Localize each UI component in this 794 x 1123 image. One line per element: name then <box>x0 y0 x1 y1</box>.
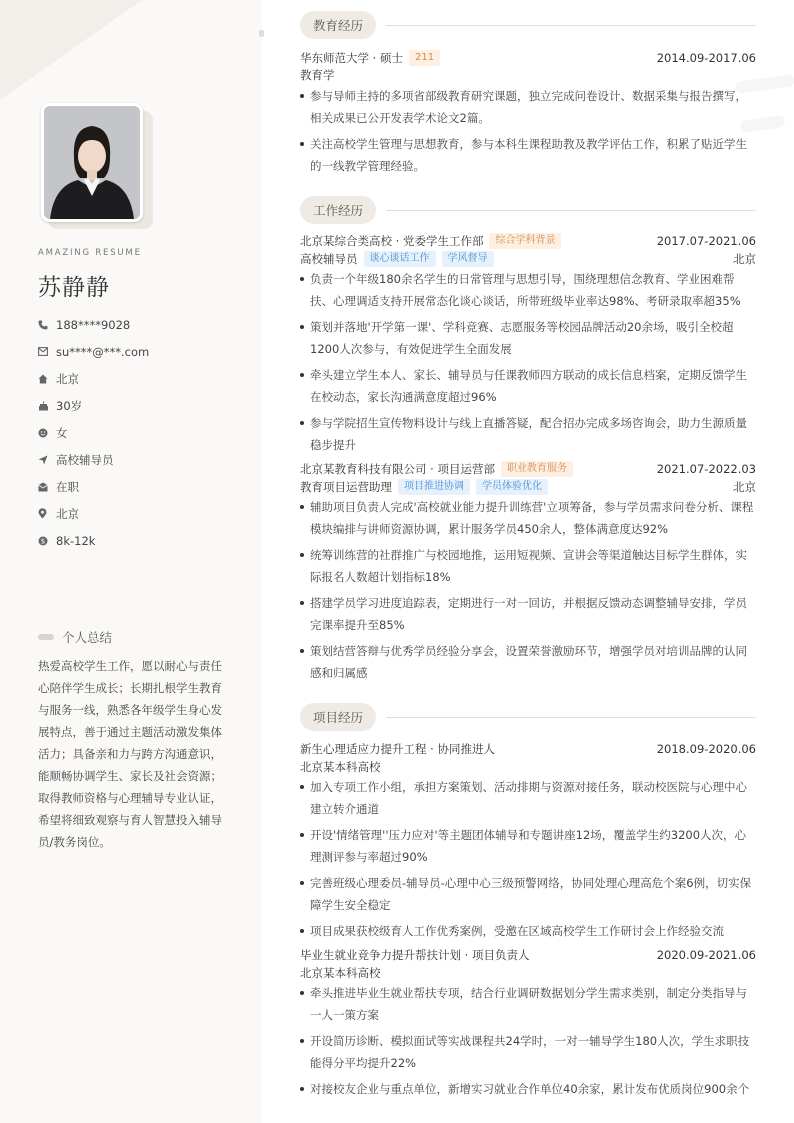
info-location <box>38 500 149 527</box>
status-text: 在职 <box>56 479 79 494</box>
info-home <box>38 365 149 392</box>
corner-decoration <box>0 0 142 100</box>
project-date: 2018.09-2020.06 <box>656 742 756 756</box>
contact-info-list <box>38 311 149 554</box>
work-city: 北京 <box>733 480 756 494</box>
projects-section-header <box>300 703 756 731</box>
project-item-header <box>300 946 756 964</box>
work-city: 北京 <box>733 252 756 266</box>
gender-text: 女 <box>56 425 68 440</box>
email-text: su****@***.com <box>56 344 150 359</box>
work-date: 2021.07-2022.03 <box>656 462 756 476</box>
project-org-row <box>300 964 756 982</box>
education-section-header <box>300 11 756 39</box>
list-item: 策划并落地'开学第一课'、学科竞赛、志愿服务等校园品牌活动20余场，吸引全校超1200人次参与，有效促进学生全面发展 <box>300 316 756 360</box>
summary-heading-marker <box>38 634 54 640</box>
list-item: 开设简历诊断、模拟面试等实战课程共24学时，一对一辅导学生180人次，学生求职技能得分平均提升22% <box>300 1030 756 1074</box>
info-job <box>38 446 149 473</box>
home-icon <box>38 374 56 384</box>
school-tag: 211 <box>409 50 440 66</box>
brand-label: AMAZING RESUME <box>38 248 142 258</box>
education-title: 教育经历 <box>300 11 376 39</box>
work-section-header <box>300 196 756 224</box>
work-org: 北京某综合类高校 · 党委学生工作部 <box>300 234 484 248</box>
role-tag: 学员体验优化 <box>476 479 548 495</box>
list-item: 辅助项目负责人完成'高校就业能力提升训练营'立项筹备，参与学员需求问卷分析、课程模块编排与讲师资源协调，累计服务学员450余人，整体满意度达92% <box>300 496 756 540</box>
list-item: 开设'情绪管理''压力应对'等主题团体辅导和专题讲座12场，覆盖学生约3200人次，心理测评参与率超过90% <box>300 824 756 868</box>
work-org: 北京某教育科技有限公司 · 项目运营部 <box>300 462 495 476</box>
info-age <box>38 392 149 419</box>
salary-icon <box>38 536 56 546</box>
school-name: 华东师范大学 · 硕士 <box>300 51 403 65</box>
status-icon <box>38 482 56 492</box>
work-item-header <box>300 460 756 478</box>
work-role: 高校辅导员 <box>300 252 358 266</box>
major: 教育学 <box>300 68 335 82</box>
info-status <box>38 473 149 500</box>
project-item-header <box>300 740 756 758</box>
education-item-header <box>300 49 756 67</box>
edge-decoration <box>259 30 264 37</box>
work-title: 工作经历 <box>300 196 376 224</box>
list-item: 关注高校学生管理与思想教育，参与本科生课程助教及教学评估工作，积累了贴近学生的一线教学管理经验。 <box>300 133 756 177</box>
info-email <box>38 338 149 365</box>
role-tag: 谈心谈话工作 <box>364 251 436 267</box>
list-item: 项目成果获校级育人工作优秀案例，受邀在区域高校学生工作研讨会上作经验交流 <box>300 920 756 942</box>
work-role-row <box>300 478 756 496</box>
work-date: 2017.07-2021.06 <box>656 234 756 248</box>
role-tag: 项目推进协调 <box>398 479 470 495</box>
work-role: 教育项目运营助理 <box>300 480 392 494</box>
list-item: 加入专项工作小组，承担方案策划、活动排期与资源对接任务，联动校医院与心理中心建立转介通道 <box>300 776 756 820</box>
section-divider <box>386 25 756 26</box>
job-text: 高校辅导员 <box>56 452 114 467</box>
org-tag: 职业教育服务 <box>501 461 573 477</box>
projects-title: 项目经历 <box>300 703 376 731</box>
phone-icon <box>38 320 56 330</box>
summary-heading <box>38 628 112 646</box>
list-item: 参与学院招生宣传物料设计与线上直播答疑，配合招办完成多场咨询会，助力生源质量稳步提升 <box>300 412 756 456</box>
info-gender <box>38 419 149 446</box>
project-org: 北京某本科高校 <box>300 966 381 980</box>
salary-text: 8k-12k <box>56 533 96 548</box>
list-item: 统筹训练营的社群推广与校园地推，运用短视频、宣讲会等渠道触达目标学生群体，实际报名人数超计划指标18% <box>300 544 756 588</box>
section-divider <box>386 210 756 211</box>
phone-text: 188****9028 <box>56 317 131 332</box>
send-icon <box>38 455 56 465</box>
summary-title: 个人总结 <box>62 630 113 645</box>
project-date: 2020.09-2021.06 <box>656 948 756 962</box>
home-text: 北京 <box>56 371 79 386</box>
education-major-row <box>300 66 756 84</box>
work-item-header <box>300 232 756 250</box>
cake-icon <box>38 401 56 411</box>
org-tag: 综合学科背景 <box>489 233 561 249</box>
section-divider <box>386 717 756 718</box>
svg-text:$: $ <box>40 537 46 546</box>
role-tag: 学风督导 <box>442 251 494 267</box>
project-org: 北京某本科高校 <box>300 760 381 774</box>
list-item: 牵头推进毕业生就业帮扶专项，结合行业调研数据划分学生需求类别，制定分类指导与一人一策方案 <box>300 982 756 1026</box>
avatar <box>41 103 143 222</box>
info-phone <box>38 311 149 338</box>
location-icon <box>38 508 56 519</box>
list-item: 搭建学员学习进度追踪表，定期进行一对一回访，并根据反馈动态调整辅导安排，学员完课率提升至85% <box>300 592 756 636</box>
list-item: 参与导师主持的多项省部级教育研究课题，独立完成问卷设计、数据采集与报告撰写，相关成果已公开发表学术论文2篇。 <box>300 85 756 129</box>
candidate-name: 苏静静 <box>38 275 110 301</box>
project-name: 新生心理适应力提升工程 · 协同推进人 <box>300 742 495 756</box>
gender-icon <box>38 428 56 438</box>
mail-icon <box>38 347 56 356</box>
list-item: 对接校友企业与重点单位，新增实习就业合作单位40余家，累计发布优质岗位900余个 <box>300 1078 756 1100</box>
project-org-row <box>300 758 756 776</box>
list-item: 牵头建立学生本人、家长、辅导员与任课教师四方联动的成长信息档案，定期反馈学生在校动态，家长沟通满意度超过96% <box>300 364 756 408</box>
location-text: 北京 <box>56 506 79 521</box>
list-item: 完善班级心理委员-辅导员-心理中心三级预警网络，协同处理心理高危个案6例，切实保障学生安全稳定 <box>300 872 756 916</box>
sidebar <box>0 0 262 1123</box>
info-salary <box>38 527 149 554</box>
list-item: 负责一个年级180余名学生的日常管理与思想引导，围绕理想信念教育、学业困难帮扶、心理调适支持开展常态化谈心谈话，所带班级毕业率达98%、考研录取率超35% <box>300 268 756 312</box>
project-name: 毕业生就业竞争力提升帮扶计划 · 项目负责人 <box>300 948 530 962</box>
education-date: 2014.09-2017.06 <box>656 51 756 65</box>
age-text: 30岁 <box>56 398 83 413</box>
list-item: 策划结营答辩与优秀学员经验分享会，设置荣誉激励环节，增强学员对培训品牌的认同感和归属感 <box>300 640 756 684</box>
summary-text: 热爱高校学生工作，愿以耐心与责任心陪伴学生成长；长期扎根学生教育与服务一线，熟悉各年级学生身心发展特点，善于通过主题活动激发集体活力；具备亲和力与跨方沟通意识，能顺畅协调学生、家长及社会资源；取得教师资格与心理辅导专业认证，希望将细致观察与育人智慧投入辅导员/教务岗位。 <box>38 659 222 849</box>
work-role-row <box>300 250 756 268</box>
